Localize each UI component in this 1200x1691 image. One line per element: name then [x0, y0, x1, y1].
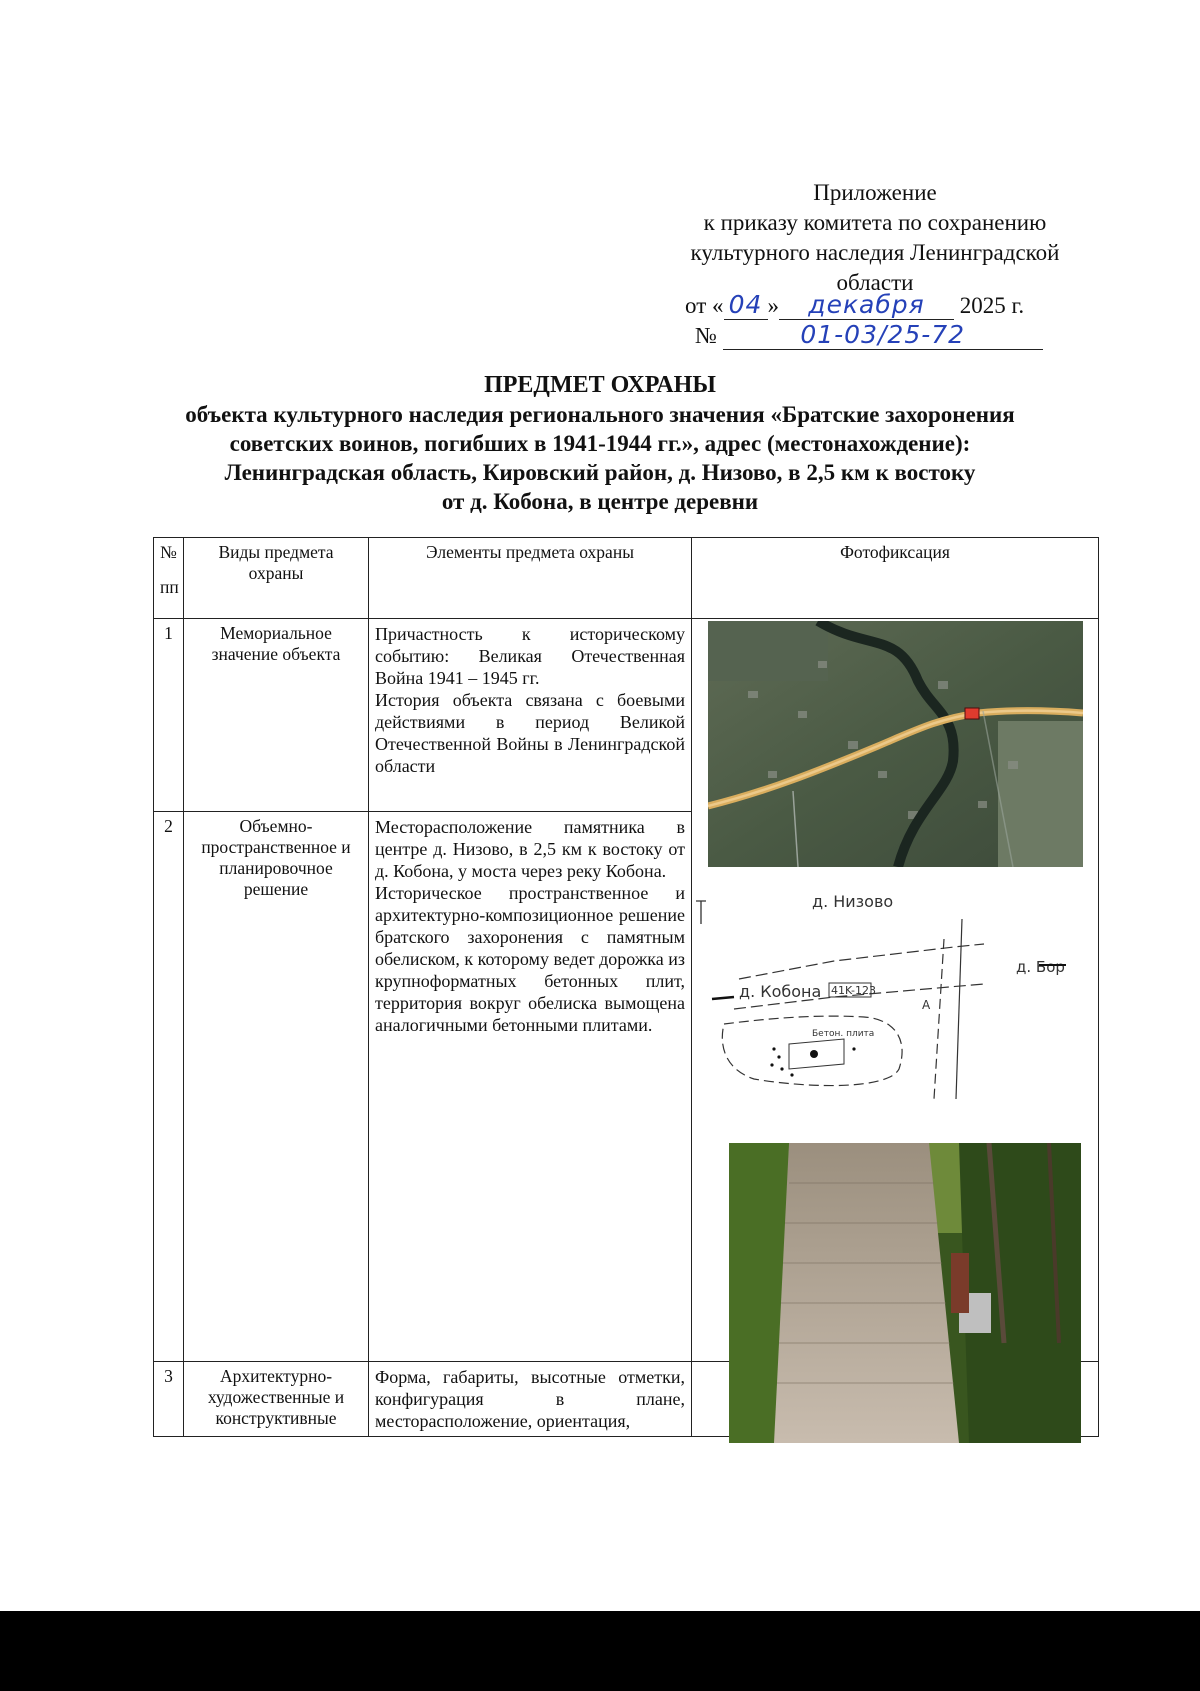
row-number: 1: [154, 619, 184, 812]
appendix-line: области: [836, 270, 914, 295]
memorial-photo: [729, 1143, 1081, 1443]
header-number: № пп: [154, 538, 184, 619]
row-elements: Месторасположение памятника в центре д. Низово, в 2,5 км к востоку от д. Кобона, у моста через реку Кобона. Историческое пространственное и архитектурно-композиционное решение братского захоронения с памятным обелиском, к которому ведет дорожка из крупноформатных бетонных плит, территория вокруг обелиска вымощена аналогичными бетонными плитами.: [369, 812, 692, 1362]
plan-left-label: д. Кобона: [739, 982, 822, 1001]
title-line: объекта культурного наследия регионального значения «Братские захоронения: [185, 402, 1015, 427]
order-number-line: № 01-03/25-72: [695, 320, 1043, 350]
plan-village-label: д. Низово: [812, 892, 894, 911]
satellite-photo: [708, 621, 1083, 867]
header-kinds: Виды предмета охраны: [184, 538, 369, 619]
scan-bottom-border: [0, 1611, 1200, 1691]
appendix-line: культурного наследия Ленинградской: [690, 240, 1060, 265]
title-line: Ленинградская область, Кировский район, д. Низово, в 2,5 км к востоку: [224, 460, 976, 485]
title-main: ПРЕДМЕТ ОХРАНЫ: [484, 372, 716, 398]
title-line: советских воинов, погибших в 1941-1944 гг.», адрес (местонахождение):: [229, 431, 971, 456]
date-month: декабря: [779, 290, 954, 320]
table-header-row: [154, 538, 1099, 619]
plan-marker-a: А: [922, 998, 931, 1012]
plan-road-code: 41K-123: [831, 984, 877, 997]
order-number: 01-03/25-72: [723, 320, 1043, 350]
date-year: 2025 г.: [959, 293, 1025, 318]
order-date-line: от « 04 » декабря 2025 г.: [685, 290, 1025, 319]
site-plan-diagram: [694, 879, 1099, 1109]
appendix-line: Приложение: [813, 180, 937, 205]
header-elements: Элементы предмета охраны: [369, 538, 692, 619]
date-day: 04: [724, 290, 768, 320]
row-number: 3: [154, 1362, 184, 1437]
plan-right-label: д. Бор: [1016, 958, 1065, 976]
row-elements: Форма, габариты, высотные отметки, конфигурация в плане, месторасположение, ориентация,: [369, 1362, 692, 1437]
row-kind: Мемориальное значение объекта: [184, 619, 369, 812]
header-photos: Фотофиксация: [692, 538, 1099, 619]
title-line: от д. Кобона, в центре деревни: [441, 489, 759, 514]
table-row: [154, 619, 1099, 812]
row-kind: Архитектурно-художественные и конструктивные: [184, 1362, 369, 1437]
row-kind: Объемно-пространственное и планировочное решение: [184, 812, 369, 1362]
appendix-block: [655, 178, 1095, 298]
row-elements: Причастность к историческому событию: Великая Отечественная Война 1941 – 1945 гг. История объекта связана с боевыми действиями в период Великой Отечественной Войны в Ленинградской области: [369, 619, 692, 812]
row-number: 2: [154, 812, 184, 1362]
document-title: [90, 370, 1110, 516]
plan-slab-label: Бетон. плита: [812, 1029, 875, 1039]
appendix-line: к приказу комитета по сохранению: [703, 210, 1047, 235]
